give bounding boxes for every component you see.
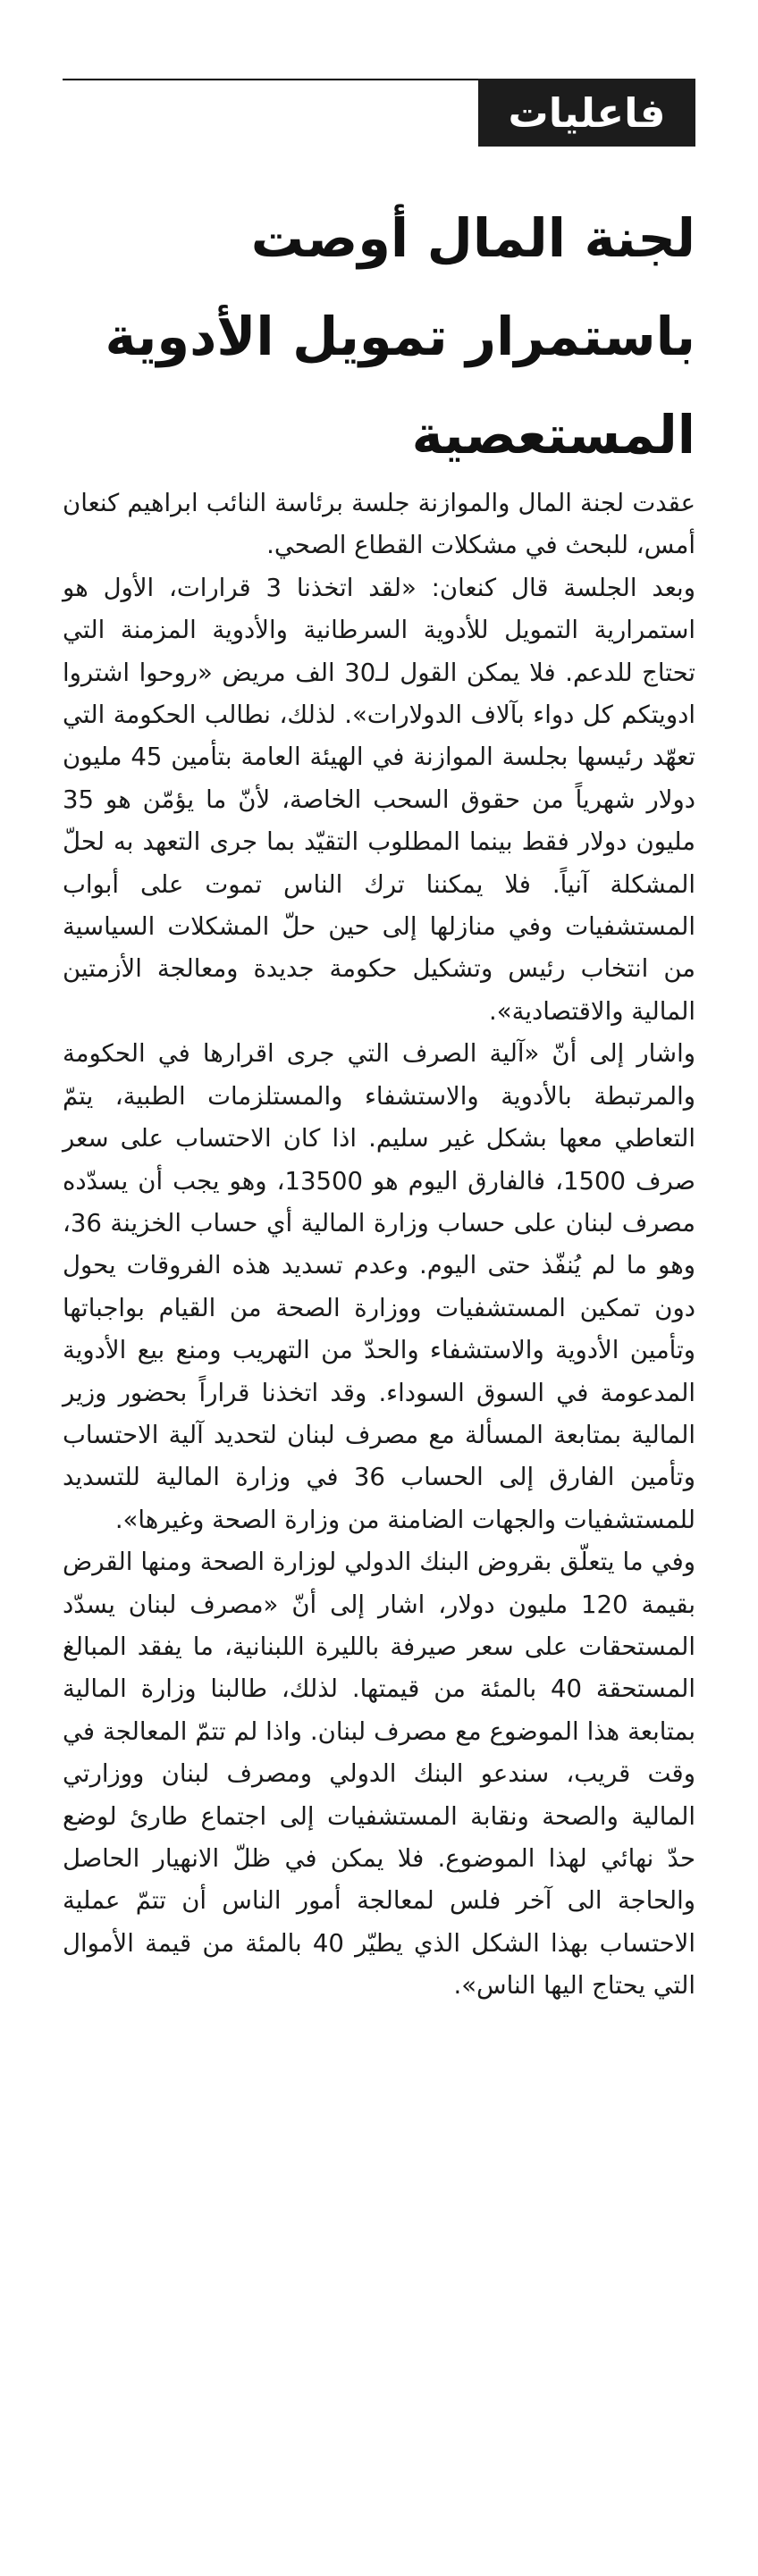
paragraph: عقدت لجنة المال والموازنة جلسة برئاسة النائب ابراهيم كنعان أمس، للبحث في مشكلات القطاع الصحي. bbox=[63, 489, 695, 560]
paragraph: واشار إلى أنّ «آلية الصرف التي جرى اقرارها في الحكومة والمرتبطة بالأدوية والاستشفاء والمستلزمات الطبية، يتمّ التعاطي معها بشكل غير سليم. اذا كان الاحتساب على سعر صرف 1500، فالفارق اليوم هو 13500، وهو يجب أن يسدّده مصرف لبنان على حساب وزارة المالية أي حساب الخزينة 36، وهو ما لم يُنفّذ حتى اليوم. وعدم تسديد هذه الفروقات يحول دون تمكين المستشفيات ووزارة الصحة من القيام بواجباتها وتأمين الأدوية والاستشفاء والحدّ من التهريب ومنع بيع الأدوية المدعومة في السوق السوداء. وقد اتخذنا قراراً بحضور وزير المالية بمتابعة المسألة مع مصرف لبنان لتحديد آلية الاحتساب وتأمين الفارق إلى الحساب 36 في وزارة المالية للتسديد للمستشفيات والجهات الضامنة من وزارة الصحة وغيرها». bbox=[63, 1039, 695, 1534]
paragraph: وفي ما يتعلّق بقروض البنك الدولي لوزارة الصحة ومنها القرض بقيمة 120 مليون دولار، اشار إلى أنّ «مصرف لبنان يسدّد المستحقات على سعر صيرفة بالليرة اللبنانية، ما يفقد المبالغ المستحقة 40 بالمئة من قيمتها. لذلك، طالبنا وزارة المالية بمتابعة هذا الموضوع مع مصرف لبنان. واذا لم تتمّ المعالجة في وقت قريب، سندعو البنك الدولي ومصرف لبنان ووزارتي المالية والصحة ونقابة المستشفيات إلى اجتماع طارئ لوضع حدّ نهائي لهذا الموضوع. فلا يمكن في ظلّ الانهيار الحاصل والحاجة الى آخر فلس لمعالجة أمور الناس أن تتمّ عملية الاحتساب بهذا الشكل الذي يطيّر 40 بالمئة من قيمة الأموال التي يحتاج اليها الناس». bbox=[63, 1548, 695, 2001]
article-headline: لجنة المال أوصت باستمرار تمويل الأدوية المستعصية bbox=[105, 207, 695, 466]
section-label: فاعليات bbox=[478, 79, 695, 147]
paragraph: وبعد الجلسة قال كنعان: «لقد اتخذنا 3 قرارات، الأول هو استمرارية التمويل للأدوية السرطانية والأدوية المزمنة التي تحتاج للدعم. فلا يمكن القول لـ30 الف مريض «روحوا اشتروا ادويتكم كل دواء بآلاف الدولارات». لذلك، نطالب الحكومة التي تعهّد رئيسها بجلسة الموازنة في الهيئة العامة بتأمين 45 مليون دولار شهرياً من حقوق السحب الخاصة، لأنّ ما يؤمّن هو 35 مليون دولار فقط بينما المطلوب التقيّد بما جرى التعهد به لحلّ المشكلة آنياً. فلا يمكننا ترك الناس تموت على أبواب المستشفيات وفي منازلها إلى حين حلّ المشكلات السياسية من انتخاب رئيس وتشكيل حكومة جديدة ومعالجة الأزمتين المالية والاقتصادية». bbox=[63, 573, 695, 1026]
article-body bbox=[63, 482, 695, 2008]
